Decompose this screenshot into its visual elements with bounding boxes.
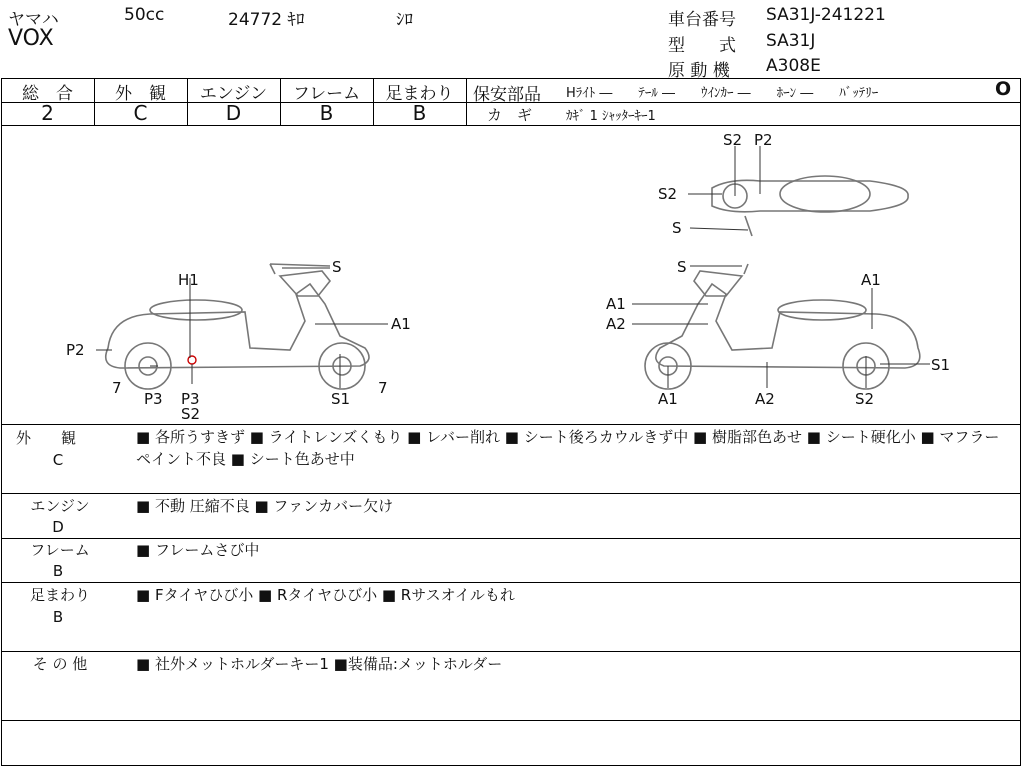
type-label: 型 式 [668,36,736,56]
label-p3-b: P3 [181,390,200,408]
detail-other-label: そ の 他 [32,655,88,673]
label-p3-a: P3 [144,390,163,408]
detail-engine-label: エンジン [30,497,90,515]
frame-no-label: 車台番号 [668,10,736,30]
label-s1-right: S1 [931,356,951,374]
suspension-label: 足まわり [385,84,454,104]
engine-model-label: 原 動 機 [668,61,730,81]
color: ｼﾛ [396,10,413,30]
label-s2-top: S2 [723,131,743,149]
detail-other-text: ■ 社外メットホルダーキー1 ■装備品:メットホルダー [136,655,503,673]
overall-grade: 2 [41,101,54,125]
engine-grade: D [225,101,242,125]
label-p2-top: P2 [754,131,773,149]
detail-exterior-grade: C [52,451,64,469]
label-a2-right-bottom: A2 [755,390,775,408]
label-7-left: 7 [112,379,122,397]
detail-suspension-grade: B [52,608,64,626]
keys-label: カ ギ [487,106,533,124]
label-s2-right-bottom: S2 [855,390,875,408]
engine-model: A308E [766,56,821,76]
safety-title: 保安部品 [473,85,541,105]
scooter-left-view [96,264,388,389]
label-s-left: S [332,258,342,276]
model-name: VOX [8,26,54,51]
exterior-grade: C [133,101,148,125]
keys-value: ｶｷﾞ 1 ｼｬｯﾀｰｷｰ1 [566,109,656,124]
label-s1-left: S1 [331,390,351,408]
mileage: 24772 ｷﾛ [228,10,305,30]
safety-divider [467,102,1021,103]
detail-frame-label: フレーム [30,541,90,559]
label-s2-left: S2 [181,405,201,423]
frame-label: フレーム [292,84,361,104]
label-7-right: 7 [378,379,388,397]
exterior-label: 外 観 [115,84,166,104]
type-value: SA31J [766,31,816,51]
displacement: 50cc [124,5,165,25]
label-a1-left: A1 [391,315,411,333]
label-h1: H1 [178,271,199,289]
detail-engine-grade: D [52,518,64,536]
maker: ヤマハ [8,10,59,30]
scooter-top-view [688,146,908,236]
frame-no: SA31J-241221 [766,5,886,25]
scooter-right-view [632,264,930,389]
detail-engine-text: ■ 不動 圧縮不良 ■ ファンカバー欠け [136,497,394,515]
safety-items: Hﾗｲﾄ ― ﾃｰﾙ ― ｳｲﾝｶｰ ― ﾎｰﾝ ― ﾊﾞｯﾃﾘｰ [566,86,879,101]
label-s2-side-top: S2 [658,185,678,203]
battery-status-mark: O [995,78,1012,100]
detail-suspension-text: ■ Fタイヤひび小 ■ Rタイヤひび小 ■ Rサスオイルもれ [136,586,515,604]
label-s-top: S [672,219,682,237]
label-s-right: S [677,258,687,276]
label-p2-left: P2 [66,341,85,359]
label-a1-right-bottom: A1 [658,390,678,408]
diagram-bottom-line [1,424,1021,425]
frame-grade: B [319,101,334,125]
detail-suspension-label: 足まわり [29,586,90,604]
detail-frame-text: ■ フレームさび中 [136,541,260,559]
detail-frame-grade: B [52,562,64,580]
label-a1-right-top: A1 [861,271,881,289]
suspension-grade: B [412,101,427,125]
label-a1-right-side: A1 [606,295,626,313]
detail-exterior-label: 外 観 [15,429,76,447]
detail-exterior-text: ■ 各所うすきず ■ ライトレンズくもり ■ レバー削れ ■ シート後ろカウルきず中 ■ 樹脂部色あせ ■ シート硬化小 ■ マフラーペイント不良 ■ シート色あせ中 [136,428,1000,468]
overall-label: 総 合 [22,84,73,104]
engine-label: エンジン [199,84,268,104]
label-a2-right-side: A2 [606,315,626,333]
